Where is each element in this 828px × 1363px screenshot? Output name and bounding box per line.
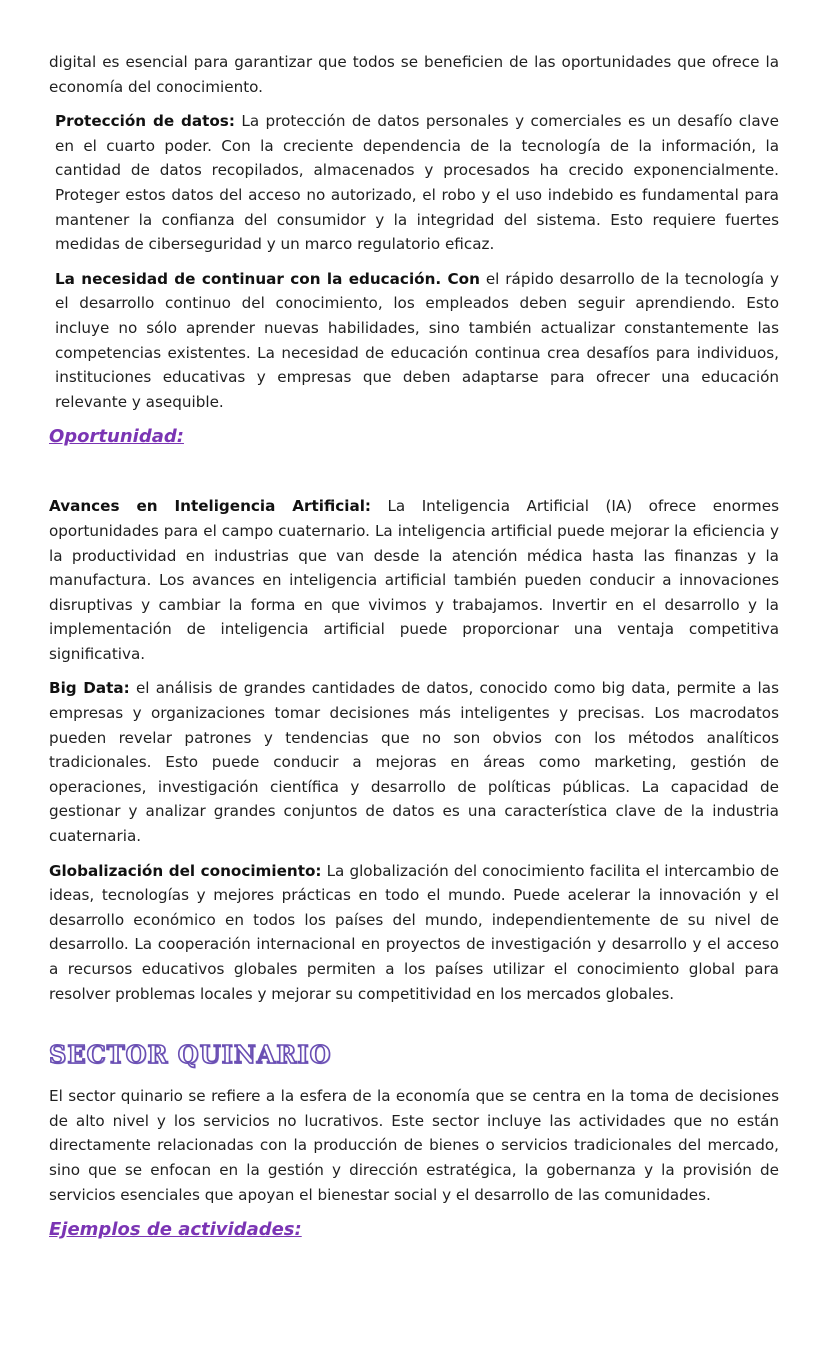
paragraph-heading: La necesidad de continuar con la educación. Con — [55, 269, 480, 288]
paragraph-heading: Avances en Inteligencia Artificial: — [49, 497, 371, 516]
section-heading-oportunidad: Oportunidad: — [49, 426, 184, 448]
paragraph-body: el análisis de grandes cantidades de datos, conocido como big data, permite a las empresas y organizaciones tomar decisiones más inteligentes y precisas. Los macrodatos pueden revelar patrones y tendencias que no son obvios con los métodos analíticos tradicionales. Esto puede conducir a mejoras en áreas como marketing, gestión de operaciones, investigación científica y desarrollo de políticas públicas. La capacidad de gestionar y analizar grandes conjuntos de datos es una característica clave de la industria cuaternaria. — [49, 679, 779, 846]
paragraph-inteligencia-artificial — [49, 494, 779, 666]
paragraph-educacion-continua — [49, 267, 779, 415]
paragraph-heading: Globalización del conocimiento: — [49, 861, 322, 880]
section-heading-ejemplos: Ejemplos de actividades: — [49, 1219, 302, 1241]
intro-paragraph: digital es esencial para garantizar que todos se beneficien de las oportunidades que ofrece la economía del conocimiento. — [49, 53, 779, 96]
paragraph-body: La globalización del conocimiento facilita el intercambio de ideas, tecnologías y mejores prácticas en todo el mundo. Puede acelerar la innovación y el desarrollo económico en todos los países del mundo, independientemente de su nivel de desarrollo. La cooperación internacional en proyectos de investigación y desarrollo y el acceso a recursos educativos globales permiten a los países utilizar el conocimiento global para resolver problemas locales y mejorar su competitividad en los mercados globales. — [49, 861, 780, 1003]
paragraph-proteccion-datos — [49, 109, 779, 257]
paragraph-globalizacion — [49, 859, 779, 1007]
document-page — [49, 50, 779, 1243]
section-title-sector-quinario: SECTOR QUINARIO — [49, 1040, 332, 1070]
paragraph-heading: Protección de datos: — [55, 112, 235, 131]
paragraph-body: el rápido desarrollo de la tecnología y el desarrollo continuo del conocimiento, los empleados deben seguir aprendiendo. Esto incluye no sólo aprender nuevas habilidades, sino también actualizar constantemente las competencias existentes. La necesidad de educación continua crea desafíos para individuos, instituciones educativas y empresas que deben adaptarse para ofrecer una educación relevante y asequible. — [55, 269, 779, 411]
paragraph-sector-quinario: El sector quinario se refiere a la esfera de la economía que se centra en la toma de decisiones de alto nivel y los servicios no lucrativos. Este sector incluye las actividades que no están directamente relacionadas con la producción de bienes o servicios tradicionales del mercado, sino que se enfocan en la gestión y dirección estratégica, la gobernanza y la provisión de servicios esenciales que apoyan el bienestar social y el desarrollo de las comunidades. — [49, 1087, 779, 1204]
paragraph-big-data — [49, 676, 779, 848]
paragraph-body: La protección de datos personales y comerciales es un desafío clave en el cuarto poder. Con la creciente dependencia de la tecnología de la información, la cantidad de datos recopilados, almacenados y procesados ha crecido exponencialmente. Proteger estos datos del acceso no autorizado, el robo y el uso indebido es fundamental para mantener la confianza del consumidor y la integridad del sistema. Esto requiere fuertes medidas de ciberseguridad y un marco regulatorio eficaz. — [55, 112, 780, 254]
paragraph-body: La Inteligencia Artificial (IA) ofrece enormes oportunidades para el campo cuaternario. La inteligencia artificial puede mejorar la eficiencia y la productividad en industrias que van desde la atención médica hasta las finanzas y la manufactura. Los avances en inteligencia artificial también pueden conducir a innovaciones disruptivas y cambiar la forma en que vivimos y trabajamos. Invertir en el desarrollo y la implementación de inteligencia artificial puede proporcionar una ventaja competitiva significativa. — [49, 497, 779, 663]
paragraph-heading: Big Data: — [49, 679, 130, 698]
